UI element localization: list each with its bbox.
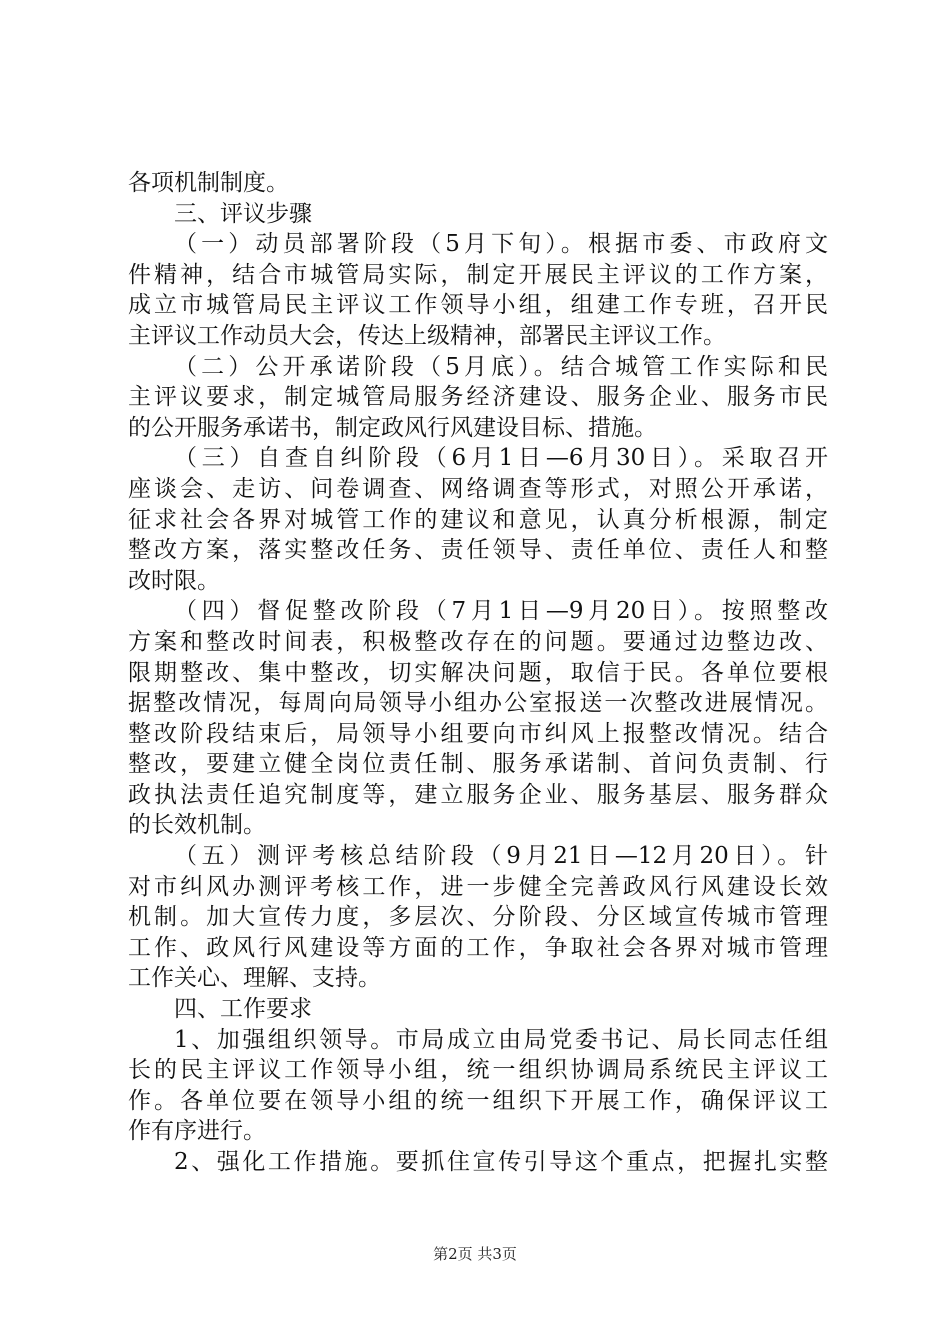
text-line: 作有序进行。 bbox=[128, 1118, 266, 1145]
text-line: 成立市城管局民主评议工作领导小组，组建工作专班，召开民 bbox=[128, 292, 828, 319]
text-line: （五）测评考核总结阶段（9月21日—12月20日）。针 bbox=[174, 843, 828, 870]
text-line: 整改，要建立健全岗位责任制、服务承诺制、首问负责制、行 bbox=[128, 751, 828, 778]
text-line: 限期整改、集中整改，切实解决问题，取信于民。各单位要根 bbox=[128, 659, 828, 686]
text-line: 改时限。 bbox=[128, 567, 220, 594]
text-line: 据整改情况，每周向局领导小组办公室报送一次整改进展情况。 bbox=[128, 690, 828, 717]
text-line: 各项机制制度。 bbox=[128, 170, 289, 196]
text-line: 机制。加大宣传力度，多层次、分阶段、分区域宣传城市管理 bbox=[128, 904, 828, 931]
text-line: 2、强化工作措施。要抓住宣传引导这个重点，把握扎实整 bbox=[174, 1149, 828, 1175]
text-line: 整改阶段结束后，局领导小组要向市纠风上报整改情况。结合 bbox=[128, 720, 828, 747]
page-footer: 第2页 共3页 bbox=[433, 1245, 517, 1263]
text-line: 整改方案，落实整改任务、责任领导、责任单位、责任人和整 bbox=[128, 537, 828, 564]
text-line: 方案和整改时间表，积极整改存在的问题。要通过边整边改、 bbox=[128, 628, 828, 655]
text-line: 长的民主评议工作领导小组，统一组织协调局系统民主评议工 bbox=[128, 1057, 828, 1084]
text-line: 征求社会各界对城管工作的建议和意见，认真分析根源，制定 bbox=[128, 506, 828, 533]
text-line: 对市纠风办测评考核工作，进一步健全完善政风行风建设长效 bbox=[128, 873, 828, 900]
text-line: （一）动员部署阶段（5月下旬）。根据市委、市政府文 bbox=[174, 231, 828, 258]
text-line: 主评议工作动员大会，传达上级精神，部署民主评议工作。 bbox=[128, 322, 726, 349]
text-line: 工作关心、理解、支持。 bbox=[128, 965, 381, 992]
text-line: 政执法责任追究制度等，建立服务企业、服务基层、服务群众 bbox=[128, 781, 828, 808]
text-line: 三、评议步骤 bbox=[174, 200, 312, 227]
text-line: 作。各单位要在领导小组的统一组织下开展工作，确保评议工 bbox=[128, 1087, 828, 1114]
text-line: 四、工作要求 bbox=[174, 996, 312, 1023]
document-body bbox=[128, 168, 828, 1178]
text-line: 的长效机制。 bbox=[128, 812, 266, 839]
text-line: 主评议要求，制定城管局服务经济建设、服务企业、服务市民 bbox=[128, 384, 828, 411]
text-line: 件精神，结合市城管局实际，制定开展民主评议的工作方案， bbox=[128, 261, 828, 288]
text-line: （四）督促整改阶段（7月1日—9月20日）。按照整改 bbox=[174, 598, 828, 625]
text-line: 座谈会、走访、问卷调查、网络调查等形式，对照公开承诺， bbox=[128, 475, 828, 502]
text-line: 1、加强组织领导。市局成立由局党委书记、局长同志任组 bbox=[174, 1026, 828, 1053]
text-line: 工作、政风行风建设等方面的工作，争取社会各界对城市管理 bbox=[128, 934, 828, 961]
text-line: （三）自查自纠阶段（6月1日—6月30日）。采取召开 bbox=[174, 445, 828, 472]
text-line: 的公开服务承诺书，制定政风行风建设目标、措施。 bbox=[128, 414, 657, 441]
text-line: （二）公开承诺阶段（5月底）。结合城管工作实际和民 bbox=[174, 353, 828, 380]
